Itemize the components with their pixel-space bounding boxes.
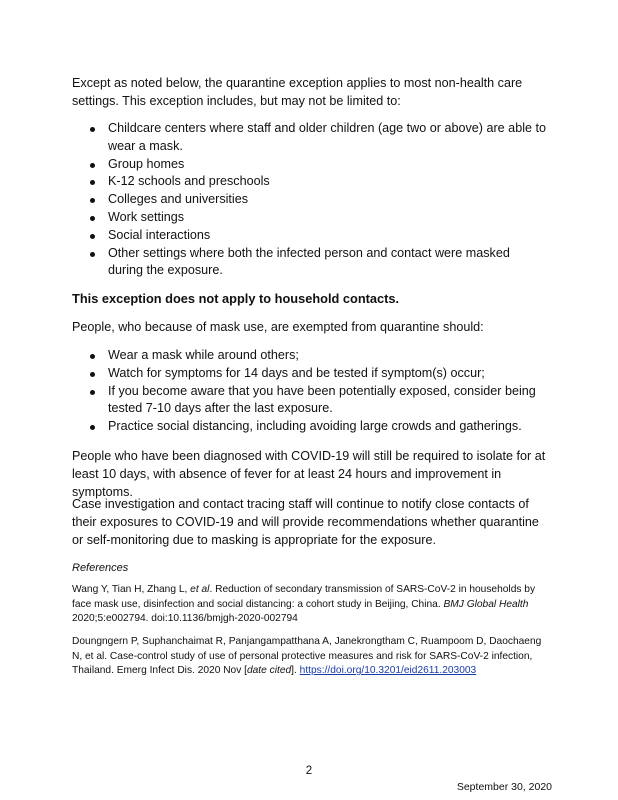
references-heading: References (72, 562, 129, 574)
exempt-list (72, 347, 548, 436)
ref1-title: . Reduction of secondary transmission of SARS-CoV-2 in households by face mask use, disinfection and social distancing: a cohort study in Beijing, China. (72, 584, 536, 610)
ref1-tail: 2020;5:e002794. doi:10.1136/bmjgh-2020-002794 (72, 613, 298, 625)
list-item: Work settings (72, 209, 548, 227)
list-item: If you become aware that you have been potentially exposed, consider being tested 7-10 days after the last exposure. (72, 383, 548, 419)
ref2-after: ]. (291, 665, 300, 677)
ref2-doi-link[interactable]: https://doi.org/10.3201/eid2611.203003 (299, 665, 477, 677)
exception-heading: This exception does not apply to household contacts. (72, 291, 400, 306)
list-item: K-12 schools and preschools (72, 173, 548, 191)
footer-date: September 30, 2020 (456, 781, 552, 793)
reference-item-2 (72, 635, 552, 679)
exempt-intro-paragraph: People, who because of mask use, are exempted from quarantine should: (72, 320, 484, 334)
list-item: Group homes (72, 156, 548, 174)
intro-paragraph: Except as noted below, the quarantine exception applies to most non-health care settings. This exception includes, but may not be limited to: (72, 76, 523, 108)
isolation-paragraph: People who have been diagnosed with COVID-19 will still be required to isolate for at least 10 days, with absence of fever for at least 24 hours and improvement in symptoms. (72, 449, 546, 499)
list-item: Childcare centers where staff and older children (age two or above) are able to wear a mask. (72, 120, 548, 156)
list-item: Other settings where both the infected person and contact were masked during the exposure. (72, 245, 548, 281)
page-number: 2 (305, 765, 313, 777)
ref2-date-cited: date cited (246, 665, 292, 677)
settings-list (72, 120, 548, 280)
ref2-text: Doungngern P, Suphanchaimat R, Panjangampatthana A, Janekrongtham C, Ruampoom D, Daochaeng N, et al. Case-control study of use of personal protective measures and risk for SARS-CoV-2 infection, Thailand. Emerg Infect Dis. 2020 Nov [ (72, 636, 542, 677)
ref1-authors: Wang Y, Tian H, Zhang L, (72, 584, 191, 595)
ref1-etal: et al (190, 584, 210, 595)
list-item: Wear a mask while around others; (72, 347, 548, 365)
contact-tracing-paragraph: Case investigation and contact tracing staff will continue to notify close contacts of their exposures to COVID-19 and will provide recommendations whether quarantine or self-monitoring due to masking is appropriate for the exposure. (72, 497, 539, 547)
list-item: Practice social distancing, including avoiding large crowds and gatherings. (72, 418, 548, 436)
list-item: Colleges and universities (72, 191, 548, 209)
reference-item-1 (72, 583, 552, 627)
list-item: Watch for symptoms for 14 days and be tested if symptom(s) occur; (72, 365, 548, 383)
list-item: Social interactions (72, 227, 548, 245)
ref1-journal: BMJ Global Health (443, 598, 529, 610)
